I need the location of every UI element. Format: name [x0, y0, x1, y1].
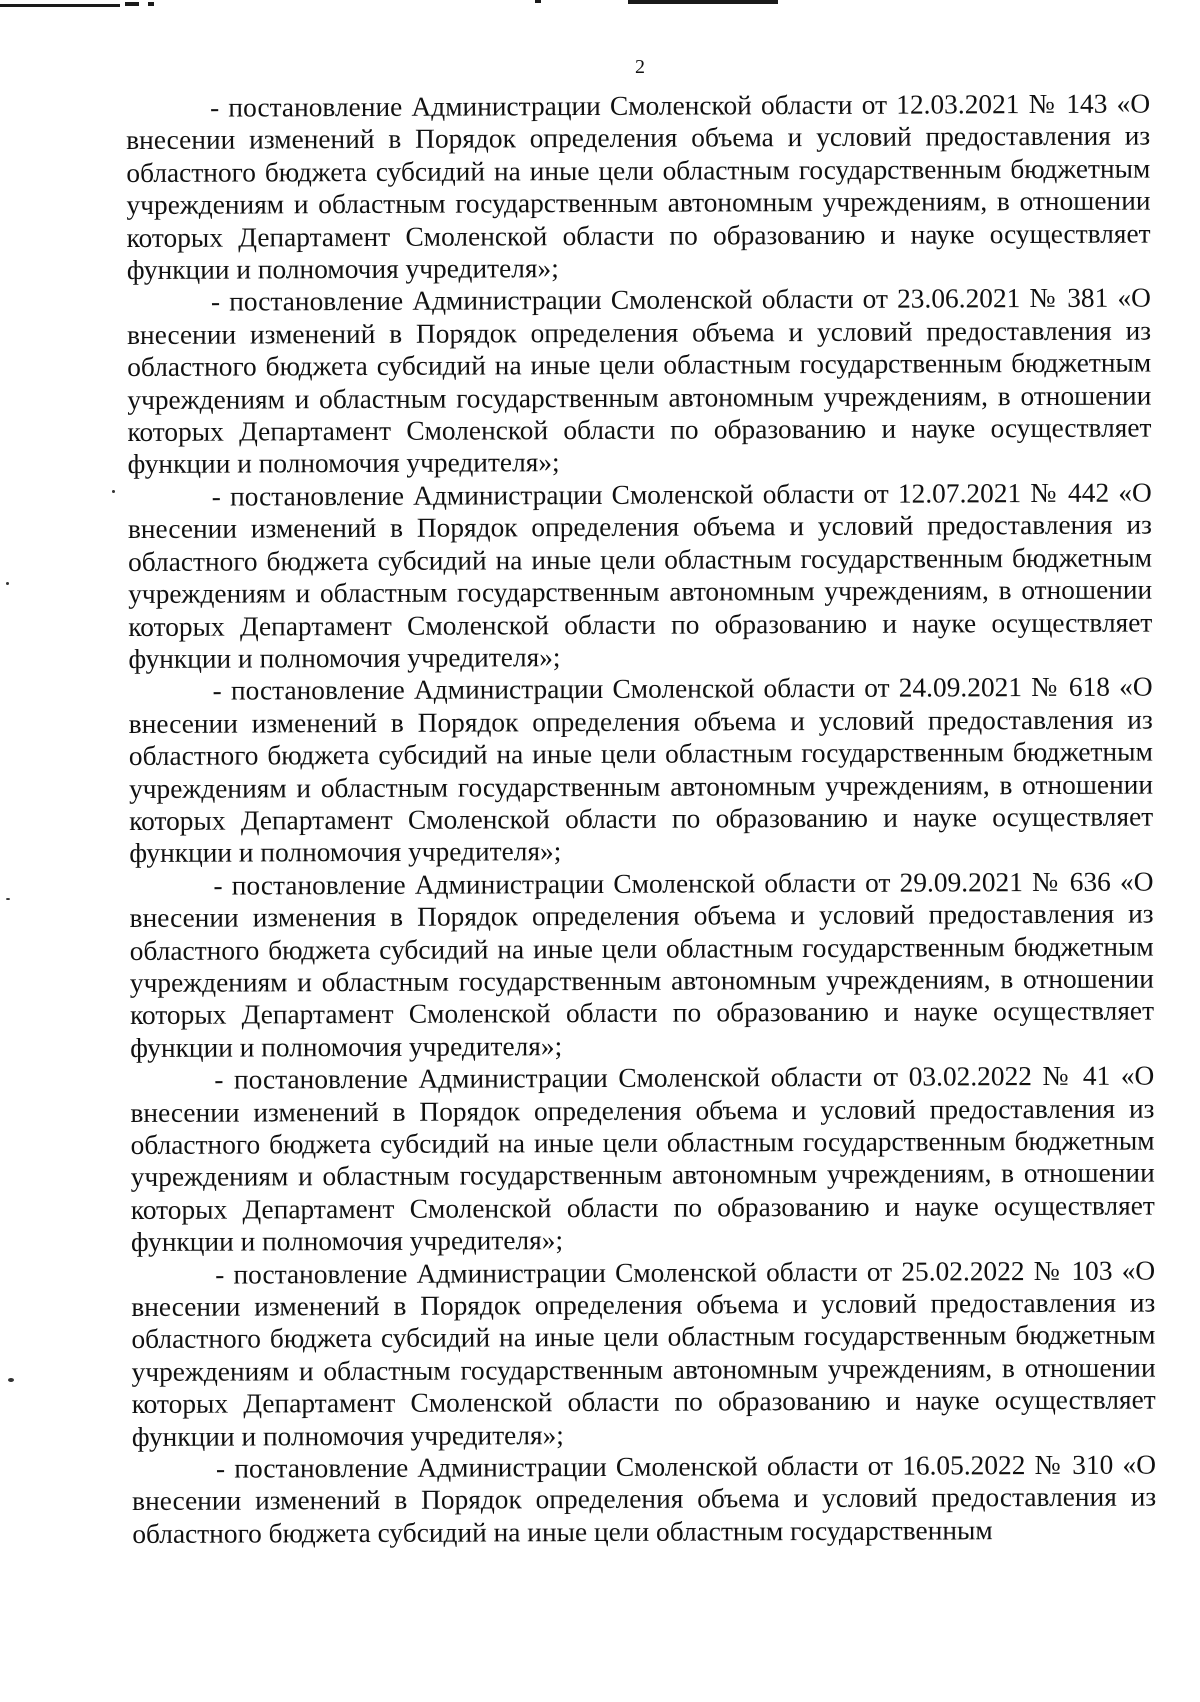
scan-artifact-top-left-3 [148, 2, 154, 6]
paragraph: - постановление Администрации Смоленской области от 12.03.2021 № 143 «О внесении изменений в Порядок определения объема и условий предоставления из областного бюджета субсидий на иные цели областным государственным бюджетным учреждениям и областным государственным автономным учреждениям, в отношении которых Департамент Смоленской области по образованию и науке осуществляет функции и полномочия учредителя»; [126, 88, 1151, 286]
paragraph: - постановление Администрации Смоленской области от 25.02.2022 № 103 «О внесении изменений в Порядок определения объема и условий предоставления из областного бюджета субсидий на иные цели областным государственным бюджетным учреждениям и областным государственным автономным учреждениям, в отношении которых Департамент Смоленской области по образованию и науке осуществляет функции и полномочия учредителя»; [131, 1255, 1156, 1452]
scan-speck [6, 898, 10, 900]
scan-artifact-top-right [628, 0, 778, 4]
scan-artifact-top-center [535, 0, 541, 3]
paragraph: - постановление Администрации Смоленской области от 29.09.2021 № 636 «О внесении изменения в Порядок определения объема и условий предоставления из областного бюджета субсидий на иные цели областным государственным бюджетным учреждениям и областным государственным автономным учреждениям, в отношении которых Департамент Смоленской области по образованию и науке осуществляет функции и полномочия учредителя»; [129, 866, 1155, 1063]
document-body [126, 88, 1156, 1551]
paragraph: - постановление Администрации Смоленской области от 23.06.2021 № 381 «О внесении изменений в Порядок определения объема и условий предоставления из областного бюджета субсидий на иные цели областным государственным бюджетным учреждениям и областным государственным автономным учреждениям, в отношении которых Департамент Смоленской области по образованию и науке осуществляет функции и полномочия учредителя»; [126, 282, 1152, 480]
paragraph: - постановление Администрации Смоленской области от 03.02.2022 № 41 «О внесении изменений в Порядок определения объема и условий предоставления из областного бюджета субсидий на иные цели областным государственным бюджетным учреждениям и областным государственным автономным учреждениям, в отношении которых Департамент Смоленской области по образованию и науке осуществляет функции и полномочия учредителя»; [130, 1060, 1155, 1258]
scan-artifact-top-left [0, 4, 120, 7]
paragraph: - постановление Администрации Смоленской области от 12.07.2021 № 442 «О внесении изменений в Порядок определения объема и условий предоставления из областного бюджета субсидий на иные цели областным государственным бюджетным учреждениям и областным государственным автономным учреждениям, в отношении которых Департамент Смоленской области по образованию и науке осуществляет функции и полномочия учредителя»; [127, 477, 1153, 674]
paragraph: - постановление Администрации Смоленской области от 16.05.2022 № 310 «О внесении изменений в Порядок определения объема и условий предоставления из областного бюджета субсидий на иные цели областным государственным [132, 1449, 1157, 1549]
page-number: 2 [635, 56, 645, 78]
paragraph: - постановление Администрации Смоленской области от 24.09.2021 № 618 «О внесении изменений в Порядок определения объема и условий предоставления из областного бюджета субсидий на иные цели областным государственным бюджетным учреждениям и областным государственным автономным учреждениям, в отношении которых Департамент Смоленской области по образованию и науке осуществляет функции и полномочия учредителя»; [128, 671, 1154, 869]
scan-speck [6, 582, 9, 585]
scan-speck [112, 490, 115, 493]
scan-artifact-top-left-2 [125, 2, 139, 6]
scan-speck [8, 1378, 14, 1382]
